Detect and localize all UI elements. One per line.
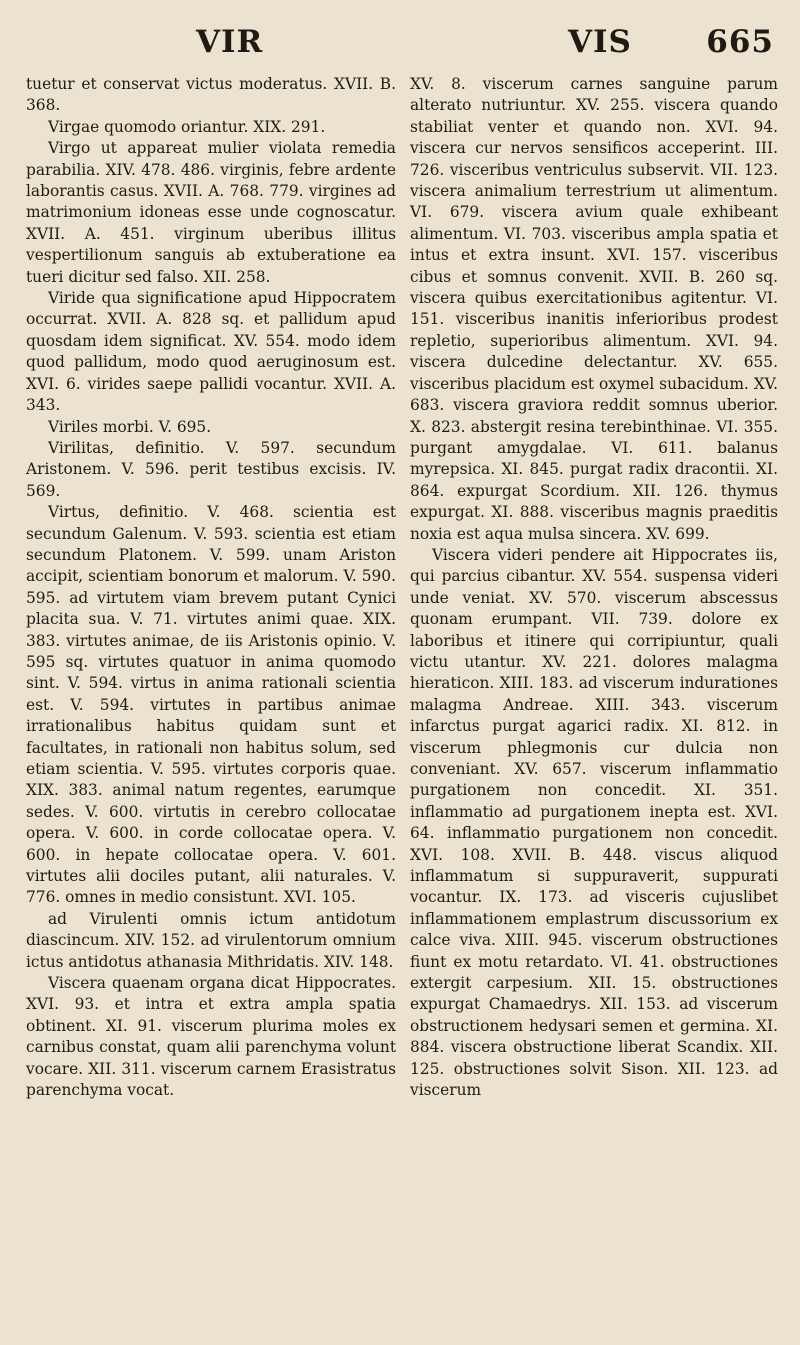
header-left-word: VIR <box>196 24 264 60</box>
index-entry: Viriles morbi. V. 695. <box>48 417 212 436</box>
index-entry: Viscera quaenam organa dicat Hippocrates. XVI. 93. et intra et extra ampla spatia obtinent. XI. 91. viscerum plurima moles ex carnibus constat, quam alii parenchyma volunt vocare. XII. 311. viscerum carnem Erasistratus parenchyma vocat. <box>26 974 396 1100</box>
right-column <box>410 74 778 1102</box>
index-entry: Virilitas, definitio. V. 597. secundum Aristonem. V. 596. perit testibus excisis. IV. 569. <box>26 438 396 500</box>
index-entry: Viride qua significatione apud Hippocratem occurrat. XVII. A. 828 sq. et pallidum apud quosdam idem significat. XV. 554. modo idem quod pallidum, modo quod aeruginosum est. XVI. 6. virides saepe pallidi vocantur. XVII. A. 343. <box>26 289 396 415</box>
running-header <box>0 22 800 66</box>
index-entry: ad Virulenti omnis ictum antidotum diascincum. XIV. 152. ad virulentorum omnium ictus antidotus athanasia Mithridatis. XIV. 148. <box>26 909 396 971</box>
index-entry: Viscera videri pendere ait Hippocrates iis, qui parcius cibantur. XV. 554. suspensa videri unde veniat. XV. 570. viscerum abscessus quonam erumpant. VII. 739. dolore ex laboribus et itinere qui corripiuntur, quali victu utantur. XV. 221. dolores malagma hieraticon. XIII. 183. ad viscerum indurationes malagma Andreae. XIII. 343. viscerum infarctus purgat agarici radix. XI. 812. in viscerum phlegmonis cur dulcia non conveniant. XV. 657. viscerum inflammatio purgationem non concedit. XI. 351. inflammatio ad purgationem inepta est. XVI. 64. inflammatio purgationem non concedit. XVI. 108. XVII. B. 448. viscus aliquod inflammatum si suppuraverit, suppurati vocantur. IX. 173. ad visceris cujuslibet inflammationem emplastrum discussorium ex calce viva. XIII. 945. viscerum obstructiones fiunt ex motu retardato. VI. 41. obstructiones extergit carpesium. XII. 15. obstructiones expurgat Chamaedrys. XII. 153. ad viscerum obstructionem hedysari semen et germina. XI. 884. viscera obstructione liberat Scandix. XII. 125. obstructiones solvit Sison. XII. 123. ad viscerum <box>410 545 778 1100</box>
index-entry: tuetur et conservat victus moderatus. XVII. B. 368. <box>26 75 396 115</box>
index-entry: Virgae quomodo oriantur. XIX. 291. <box>48 117 326 136</box>
page-number: 665 <box>706 24 774 60</box>
header-center-word: VIS <box>568 24 632 60</box>
index-entry: Virgo ut appareat mulier violata remedia parabilia. XIV. 478. 486. virginis, febre ardente laborantis casus. XVII. A. 768. 779. virgines ad matrimonium idoneas esse unde cognoscatur. XVII. A. 451. virginum uberibus illitus vespertilionum sanguis ab extuberatione ea tueri dicitur sed falso. XII. 258. <box>26 139 396 286</box>
index-entry: Virtus, definitio. V. 468. scientia est secundum Galenum. V. 593. scientia est etiam secundum Platonem. V. 599. unam Ariston accipit, scientiam bonorum et malorum. V. 590. 595. ad virtutem viam brevem putant Cynici placita sua. V. 71. virtutes animi quae. XIX. 383. virtutes animae, de iis Aristonis opinio. V. 595 sq. virtutes quatuor in anima quomodo sint. V. 594. virtus in anima rationali scientia est. V. 594. virtutes in partibus animae irrationalibus habitus quidam sunt et facultates, in rationali non habitus solum, sed etiam scientia. V. 595. virtutes corporis quae. XIX. 383. animal natum regentes, earumque sedes. V. 600. virtutis in cerebro collocatae opera. V. 600. in corde collocatae opera. V. 600. in hepate collocatae opera. V. 601. virtutes alii dociles putant, alii naturales. V. 776. omnes in medio consistunt. XVI. 105. <box>26 503 396 907</box>
left-column <box>26 74 396 1102</box>
index-entry: XV. 8. viscerum carnes sanguine parum alterato nutriuntur. XV. 255. viscera quando stabiliat venter et quando non. XVI. 94. viscera cur nervos sensificos acceperint. III. 726. visceribus ventriculus subservit. VII. 123. viscera animalium terrestrium ut alimentum. VI. 679. viscera avium quale exhibeant alimentum. VI. 703. visceribus ampla spatia et intus et extra insunt. XVI. 157. visceribus cibus et somnus convenit. XVII. B. 260 sq. viscera quibus exercitationibus agitentur. VI. 151. visceribus inanitis inferioribus prodest repletio, superioribus alimentum. XVI. 94. viscera dulcedine delectantur. XV. 655. visceribus placidum est oxymel subacidum. XV. 683. viscera graviora reddit somnus uberior. X. 823. abstergit resina terebinthinae. VI. 355. purgant amygdalae. VI. 611. balanus myrepsica. XI. 845. purgat radix dracontii. XI. 864. expurgat Scordium. XII. 126. thymus expurgat. XI. 888. visceribus magnis praeditis noxia est aqua mulsa sincera. XV. 699. <box>410 75 778 543</box>
